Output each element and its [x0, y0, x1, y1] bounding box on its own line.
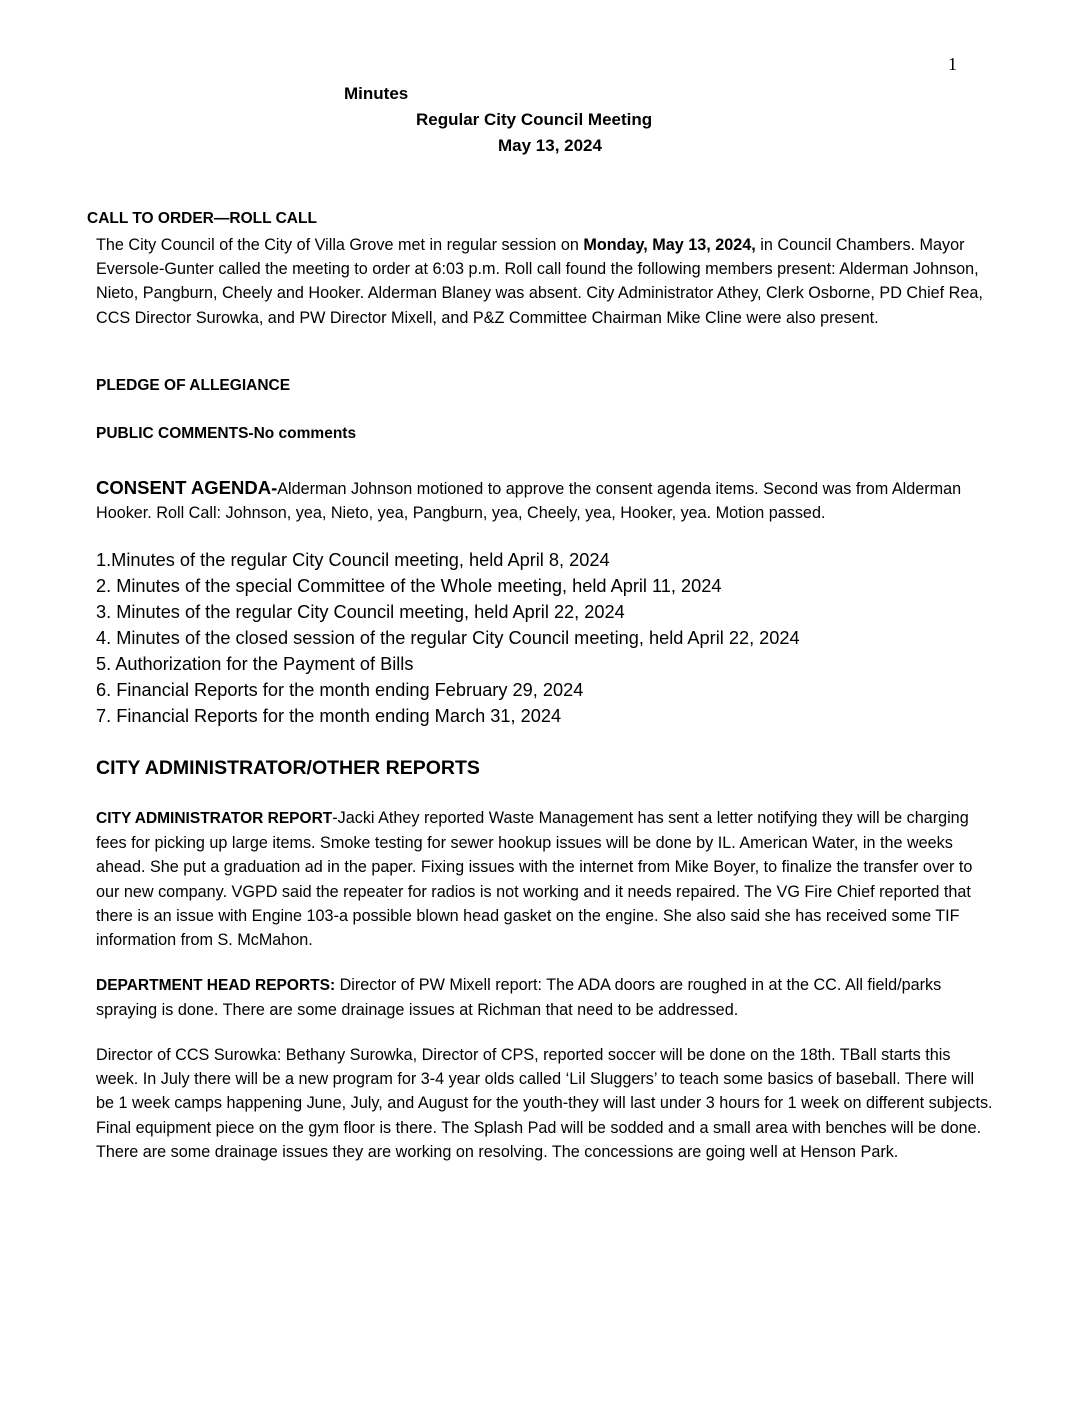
ccs-report-paragraph: Director of CCS Surowka: Bethany Surowka, Director of CPS, reported soccer will be done on the 18th. TBall starts this week. In July there will be a new program for 3-4 year olds called ‘Lil Sluggers’ to teach some basics of baseball. There will be 1 week camps happening June, July, and August for the youth-they will last under 3 hours for 1 week on different subjects. Final equipment piece on the gym floor is there. The Splash Pad will be sodded and a small area with benches will be done. There are some drainage issues they are working on resolving. The concessions are going well at Henson Park. [96, 1046, 993, 1161]
agenda-item: 5. Authorization for the Payment of Bills [96, 654, 414, 674]
agenda-item: 7. Financial Reports for the month ending March 31, 2024 [96, 706, 562, 726]
city-admin-report-text: -Jacki Athey reported Waste Management has sent a letter notifying they will be charging fees for picking up large items. Smoke testing for sewer hookup issues will be done by IL. American Water, in the weeks ahead. She put a graduation ad in the paper. Fixing issues with the internet from Mike Boyer, to finalize the transfer over to our new company. VGPD said the repeater for radios is not working and it needs repaired. The VG Fire Chief reported that there is an issue with Engine 103-a possible blown head gasket on the engine. She also said she has received some TIF information from S. McMahon. [96, 809, 973, 950]
consent-agenda-list [96, 547, 800, 729]
city-admin-report-paragraph [96, 806, 996, 952]
city-admin-report-heading: CITY ADMINISTRATOR REPORT [96, 810, 333, 827]
agenda-item: 1.Minutes of the regular City Council meeting, held April 8, 2024 [96, 550, 610, 570]
meeting-date-bold: Monday, May 13, 2024, [583, 236, 756, 254]
meeting-type: Regular City Council Meeting [416, 110, 653, 129]
reports-heading: CITY ADMINISTRATOR/OTHER REPORTS [96, 757, 480, 779]
page-number: 1 [948, 54, 957, 74]
agenda-item: 4. Minutes of the closed session of the regular City Council meeting, held April 22, 2024 [96, 628, 800, 648]
department-head-reports-heading: DEPARTMENT HEAD REPORTS: [96, 977, 336, 994]
call-to-order-text-before: The City Council of the City of Villa Grove met in regular session on [96, 236, 584, 254]
meeting-date: May 13, 2024 [498, 136, 602, 155]
consent-agenda-paragraph [96, 476, 996, 525]
department-head-reports-text: Director of PW Mixell report: The ADA doors are roughed in at the CC. All field/parks spraying is done. There are some drainage issues at Richman that need to be addressed. [96, 976, 942, 1020]
call-to-order-paragraph [96, 233, 996, 330]
document-title: Minutes [344, 84, 409, 103]
agenda-item: 6. Financial Reports for the month ending February 29, 2024 [96, 680, 584, 700]
department-head-reports-paragraph [96, 973, 996, 1022]
consent-agenda-heading: CONSENT AGENDA- [96, 477, 278, 498]
agenda-item: 3. Minutes of the regular City Council meeting, held April 22, 2024 [96, 602, 625, 622]
consent-agenda-text: Alderman Johnson motioned to approve the consent agenda items. Second was from Alderman Hooker. Roll Call: Johnson, yea, Nieto, yea, Pangburn, yea, Cheely, yea, Hooker, yea. Motion passed. [96, 480, 962, 523]
call-to-order-heading: CALL TO ORDER—ROLL CALL [87, 210, 317, 227]
agenda-item: 2. Minutes of the special Committee of the Whole meeting, held April 11, 2024 [96, 576, 722, 596]
pledge-heading: PLEDGE OF ALLEGIANCE [96, 377, 291, 394]
call-to-order-text-after: in Council Chambers. Mayor Eversole-Gunter called the meeting to order at 6:03 p.m. Roll call found the following members present: Alderman Johnson, Nieto, Pangburn, Cheely and Hooker. Alderman Blaney was absent. City Administrator Athey, Clerk Osborne, PD Chief Rea, CCS Director Surowka, and PW Director Mixell, and P&Z Committee Chairman Mike Cline were also present. [96, 236, 983, 327]
public-comments-heading: PUBLIC COMMENTS-No comments [96, 425, 357, 442]
